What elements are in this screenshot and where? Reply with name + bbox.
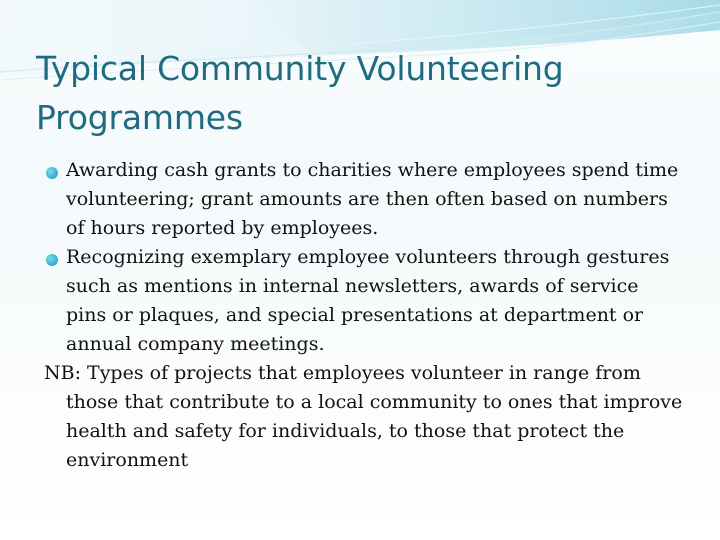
slide-body	[44, 156, 684, 475]
bullet-item	[44, 156, 684, 243]
bullet-circle-icon	[46, 254, 58, 266]
note-paragraph: NB: Types of projects that employees volunteer in range from those that contribute to a local community to ones that improve health and safety for individuals, to those that protect the environment	[44, 362, 683, 471]
bullet-text: Recognizing exemplary employee volunteers through gestures such as mentions in internal newsletters, awards of service pins or plaques, and special presentations at department or annual company meetings.	[66, 246, 670, 355]
bullet-circle-icon	[46, 167, 58, 179]
bullet-item	[44, 243, 684, 359]
bullet-text: Awarding cash grants to charities where employees spend time volunteering; grant amounts are then often based on numbers of hours reported by employees.	[66, 159, 679, 239]
slide-title: Typical Community Volunteering Programmes	[36, 49, 564, 137]
